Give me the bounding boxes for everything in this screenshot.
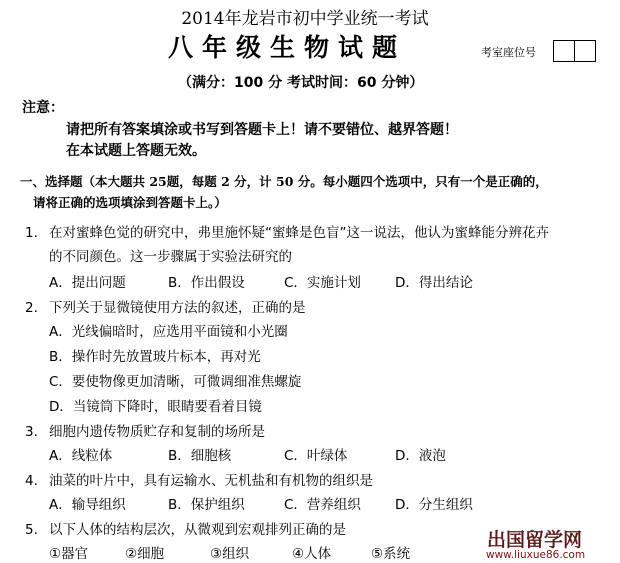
watermark-logo-text: 出国留学网 — [487, 529, 583, 551]
question-number: 1. — [25, 225, 38, 241]
question-text: 下列关于显微镜使用方法的叙述，正确的是 — [49, 300, 306, 316]
question — [25, 518, 346, 538]
option: ①器官 — [49, 546, 89, 562]
seat-box — [553, 40, 575, 62]
question-number: 2. — [25, 300, 38, 316]
notes-heading: 注意： — [22, 100, 64, 116]
option: D．液泡 — [395, 448, 446, 464]
option: B．操作时先放置玻片标本，再对光 — [49, 349, 261, 365]
option: ④人体 — [292, 546, 332, 562]
option: A．输导组织 — [49, 497, 126, 513]
option: D．得出结论 — [395, 275, 473, 291]
watermark-url: www.liuxue86.com — [486, 549, 586, 561]
option: ⑤系统 — [371, 546, 411, 562]
question-number: 3. — [25, 424, 38, 440]
question-text: 以下人体的结构层次，从微观到宏观排列正确的是 — [49, 522, 346, 538]
question — [25, 296, 306, 316]
option: C．营养组织 — [284, 497, 361, 513]
question-text: 在对蜜蜂色觉的研究中，弗里施怀疑“蜜蜂是色盲”这一说法，他认为蜜蜂能分辨花卉 — [49, 225, 549, 241]
note-line: 在本试题上答题无效。 — [66, 143, 206, 159]
option: C．叶绿体 — [284, 448, 348, 464]
seat-number-boxes — [553, 40, 595, 62]
question — [25, 469, 373, 489]
option: B．保护组织 — [168, 497, 245, 513]
question — [25, 221, 549, 241]
option: A．提出问题 — [49, 275, 126, 291]
question-text: 油菜的叶片中，具有运输水、无机盐和有机物的组织是 — [49, 473, 373, 489]
option: C．实施计划 — [284, 275, 361, 291]
option: ③组织 — [210, 546, 250, 562]
note-line: 请把所有答案填涂或书写到答题卡上！请不要错位、越界答题！ — [66, 122, 458, 138]
seat-number-label: 考室座位号 — [481, 46, 536, 59]
exam-title: 2014年龙岩市初中学业统一考试 — [181, 9, 429, 29]
question-text-cont: 的不同颜色。这一步骤属于实验法研究的 — [49, 249, 292, 265]
exam-info: （满分：100 分 考试时间：60 分钟） — [178, 75, 424, 91]
question-text: 细胞内遗传物质贮存和复制的场所是 — [49, 424, 265, 440]
option: A．光线偏暗时，应选用平面镜和小光圈 — [49, 324, 288, 340]
option: A．线粒体 — [49, 448, 113, 464]
subject-title: 八年级生物试题 — [168, 33, 407, 62]
option: B．细胞核 — [168, 448, 232, 464]
question — [25, 420, 265, 440]
option: D．分生组织 — [395, 497, 473, 513]
option: D．当镜筒下降时，眼睛要看着目镜 — [49, 399, 262, 415]
option: B．作出假设 — [168, 275, 245, 291]
question-number: 4. — [25, 473, 38, 489]
option: C．要使物像更加清晰，可微调细准焦螺旋 — [49, 374, 302, 390]
seat-box — [574, 40, 596, 62]
section-heading: 一、选择题（本大题共 25题，每题 2 分，计 50 分。每小题四个选项中，只有一个是正确的， — [20, 174, 548, 189]
option: ②细胞 — [125, 546, 165, 562]
question-number: 5. — [25, 522, 38, 538]
section-heading-cont: 请将正确的选项填涂到答题卡上。） — [33, 195, 227, 210]
